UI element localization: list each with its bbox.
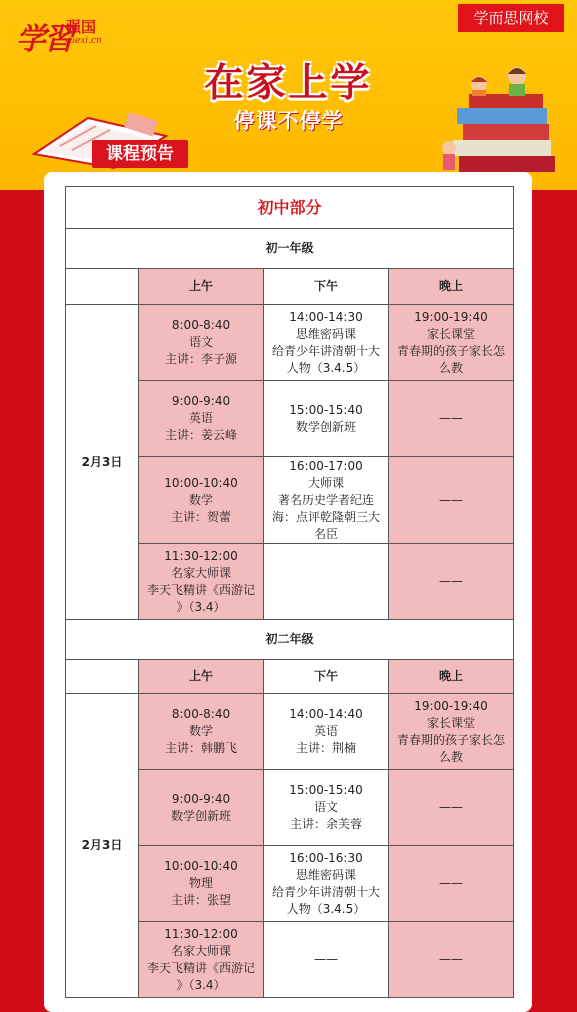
page-title: 在家上学 xyxy=(204,61,373,106)
class-time: 11:30-12:00 xyxy=(164,548,238,563)
class-subject: 数学 xyxy=(188,724,213,738)
class-line: 著名历史学者纪连 xyxy=(277,492,374,507)
class-line: 么教 xyxy=(439,749,464,764)
evening-class-cell: —— xyxy=(389,544,514,620)
afternoon-class-cell xyxy=(264,381,389,457)
class-line: 家长课堂 xyxy=(427,715,476,730)
class-subject: 英语 xyxy=(188,411,213,425)
class-line: 么教 xyxy=(439,360,464,375)
schedule-table xyxy=(65,186,514,998)
class-time: 15:00-15:40 xyxy=(289,783,363,797)
evening-class-cell: —— xyxy=(389,457,514,544)
class-subject: 名家大师课 xyxy=(170,565,231,580)
class-time: 10:00-10:40 xyxy=(164,475,238,490)
class-time: 9:00-9:40 xyxy=(171,394,231,408)
class-teacher: 李天飞精讲《西游记 xyxy=(146,582,255,597)
class-subject: 数学创新班 xyxy=(170,808,231,823)
class-line: 给青少年讲清朝十大 xyxy=(271,884,380,899)
class-line: 家长课堂 xyxy=(427,326,476,341)
class-time: 14:00-14:30 xyxy=(289,309,363,324)
evening-class-cell xyxy=(389,694,514,770)
class-line: 数学创新班 xyxy=(295,419,356,434)
evening-class-cell: —— xyxy=(389,770,514,846)
class-line: 思维密码课 xyxy=(295,867,356,882)
section-title: 初中部分 xyxy=(66,187,514,229)
class-line: 》（3.4） xyxy=(176,599,226,614)
class-line: 人物（3.4.5） xyxy=(286,360,366,375)
col-header-afternoon: 下午 xyxy=(264,269,389,305)
class-time: 16:00-16:30 xyxy=(289,850,363,865)
children-books-icon xyxy=(439,62,559,174)
class-line: 青春期的孩子家长怎 xyxy=(397,343,506,358)
class-line: 》（3.4） xyxy=(176,977,226,992)
class-line: 给青少年讲清朝十大 xyxy=(271,343,380,358)
class-subject: 语文 xyxy=(188,335,213,349)
class-subject: 名家大师课 xyxy=(170,943,231,958)
col-header-evening: 晚上 xyxy=(389,660,514,694)
class-time: 15:00-15:40 xyxy=(289,402,363,417)
class-teacher: 李天飞精讲《西游记 xyxy=(146,960,255,975)
afternoon-class-cell xyxy=(264,694,389,770)
class-time: 8:00-8:40 xyxy=(171,707,231,721)
class-line: 思维密码课 xyxy=(295,326,356,341)
header-banner xyxy=(0,0,577,190)
header-blank-cell xyxy=(66,660,139,694)
class-teacher: 主讲：姜云峰 xyxy=(164,428,237,442)
class-line: 海：点评乾隆朝三大 xyxy=(271,509,380,524)
morning-class-cell xyxy=(139,305,264,381)
afternoon-class-cell xyxy=(264,846,389,922)
logo-url-text: xuexi.cn xyxy=(64,36,102,46)
afternoon-class-cell xyxy=(264,544,389,620)
class-time: 8:00-8:40 xyxy=(171,318,231,332)
class-teacher: 主讲：李子源 xyxy=(164,352,237,366)
morning-class-cell xyxy=(139,694,264,770)
class-teacher: 主讲：张望 xyxy=(170,893,231,907)
grade-title: 初二年级 xyxy=(66,620,514,660)
morning-class-cell xyxy=(139,457,264,544)
course-preview-label: 课程预告 xyxy=(92,140,188,168)
class-time: 16:00-17:00 xyxy=(289,458,363,473)
evening-class-cell: —— xyxy=(389,846,514,922)
class-time: 19:00-19:40 xyxy=(414,698,488,713)
class-teacher: 主讲：贺蕾 xyxy=(170,509,231,524)
class-subject: 物理 xyxy=(188,876,213,890)
afternoon-class-cell xyxy=(264,305,389,381)
class-time: 11:30-12:00 xyxy=(164,926,238,941)
col-header-morning: 上午 xyxy=(139,660,264,694)
class-line: 名臣 xyxy=(313,526,338,541)
class-time: 19:00-19:40 xyxy=(414,309,488,324)
afternoon-class-cell: —— xyxy=(264,922,389,998)
morning-class-cell xyxy=(139,544,264,620)
logo-main-text: 学習 xyxy=(16,22,72,57)
class-time: 10:00-10:40 xyxy=(164,859,238,873)
class-line: 青春期的孩子家长怎 xyxy=(397,732,506,747)
morning-class-cell xyxy=(139,770,264,846)
logo-side-text: 强国 xyxy=(66,18,97,36)
afternoon-class-cell xyxy=(264,770,389,846)
evening-class-cell: —— xyxy=(389,381,514,457)
col-header-afternoon: 下午 xyxy=(264,660,389,694)
afternoon-class-cell xyxy=(264,457,389,544)
class-line: 主讲：荆楠 xyxy=(295,741,356,755)
col-header-evening: 晚上 xyxy=(389,269,514,305)
class-line: 语文 xyxy=(313,800,338,814)
class-line: 人物（3.4.5） xyxy=(286,901,366,916)
evening-class-cell xyxy=(389,305,514,381)
class-time: 9:00-9:40 xyxy=(171,791,231,806)
brand-badge: 学而思网校 xyxy=(458,4,564,32)
morning-class-cell xyxy=(139,381,264,457)
class-time: 14:00-14:40 xyxy=(289,707,363,721)
morning-class-cell xyxy=(139,846,264,922)
date-cell: 2月3日 xyxy=(66,694,139,998)
date-cell: 2月3日 xyxy=(66,305,139,620)
class-subject: 数学 xyxy=(188,492,213,507)
class-teacher: 主讲：韩鹏飞 xyxy=(164,741,237,755)
class-line: 主讲：余芙蓉 xyxy=(289,817,362,831)
col-header-morning: 上午 xyxy=(139,269,264,305)
grade-title: 初一年级 xyxy=(66,229,514,269)
header-blank-cell xyxy=(66,269,139,305)
page-subtitle: 停课不停学 xyxy=(233,109,344,133)
evening-class-cell: —— xyxy=(389,922,514,998)
morning-class-cell xyxy=(139,922,264,998)
class-line: 大师课 xyxy=(307,475,344,490)
class-line: 英语 xyxy=(313,724,338,738)
